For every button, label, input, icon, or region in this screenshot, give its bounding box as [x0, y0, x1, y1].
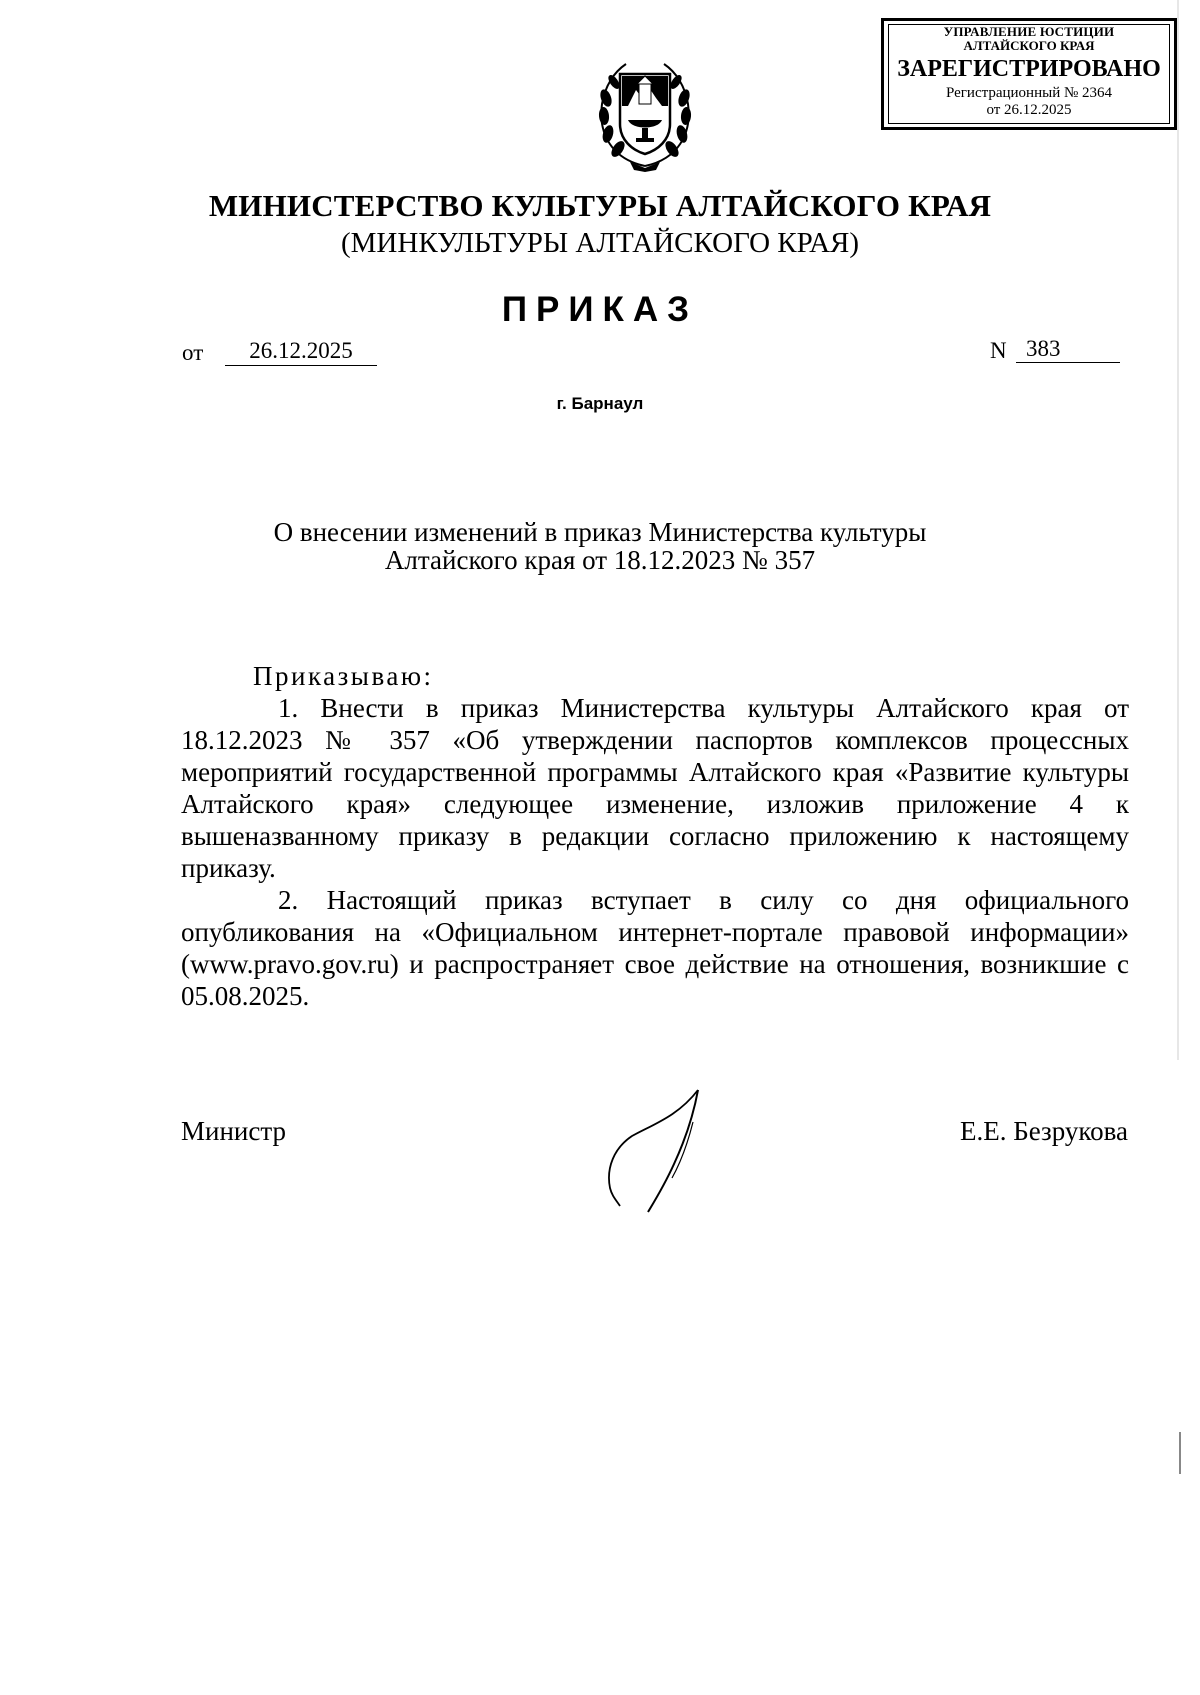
date-label: от [182, 340, 204, 365]
order-paragraph-2: 2. Настоящий приказ вступает в силу со дня официального опубликования на «Официальном интернет-портале правовой информации» (www.pravo.gov.ru) и распространяет свое действие на отношения, возникшие с 05.08.2025. [181, 885, 1129, 1011]
signer-name: Е.Е. Безрукова [960, 1116, 1128, 1146]
registration-stamp [881, 18, 1177, 130]
stamp-authority-line1: УПРАВЛЕНИЕ ЮСТИЦИИ [943, 24, 1115, 39]
stamp-inner-frame [888, 24, 1170, 124]
stamp-reg-number: Регистрационный № 2364 [945, 85, 1113, 101]
ministry-name: МИНИСТЕРСТВО КУЛЬТУРЫ АЛТАЙСКОГО КРАЯ [208, 188, 992, 223]
document-subject: О внесении изменений в приказ Министерства культуры Алтайского края от 18.12.2023 № 357 [273, 517, 927, 575]
document-date: 26.12.2025 [225, 338, 377, 366]
document-number: 383 [1016, 336, 1120, 363]
order-paragraph-1: 1. Внести в приказ Министерства культуры Алтайского края от 18.12.2023 № 357 «Об утверждении паспортов комплексов процессных мероприятий государственной программы Алтайского края «Развитие культуры Алтайского края» следующее изменение, изложив приложение 4 к вышеназванному приказу в редакции согласно приложению к настоящему приказу. [181, 693, 1129, 883]
scan-edge-line [1177, 0, 1179, 1060]
order-lead: Приказываю: [253, 661, 434, 691]
stamp-reg-date: от 26.12.2025 [986, 102, 1072, 118]
number-label: N [990, 338, 1007, 363]
document-body [181, 660, 1129, 1012]
stamp-status: ЗАРЕГИСТРИРОВАНО [897, 56, 1161, 82]
scan-edge-line [1179, 1432, 1181, 1474]
stamp-authority-line2: АЛТАЙСКОГО КРАЯ [963, 38, 1095, 53]
handwritten-signature [598, 1082, 718, 1217]
city: г. Барнаул [556, 394, 644, 413]
altai-krai-coat-of-arms-icon [592, 54, 698, 174]
signer-role: Министр [181, 1116, 286, 1146]
ministry-short-name: (МИНКУЛЬТУРЫ АЛТАЙСКОГО КРАЯ) [340, 227, 860, 259]
document-type: ПРИКАЗ [501, 290, 699, 329]
